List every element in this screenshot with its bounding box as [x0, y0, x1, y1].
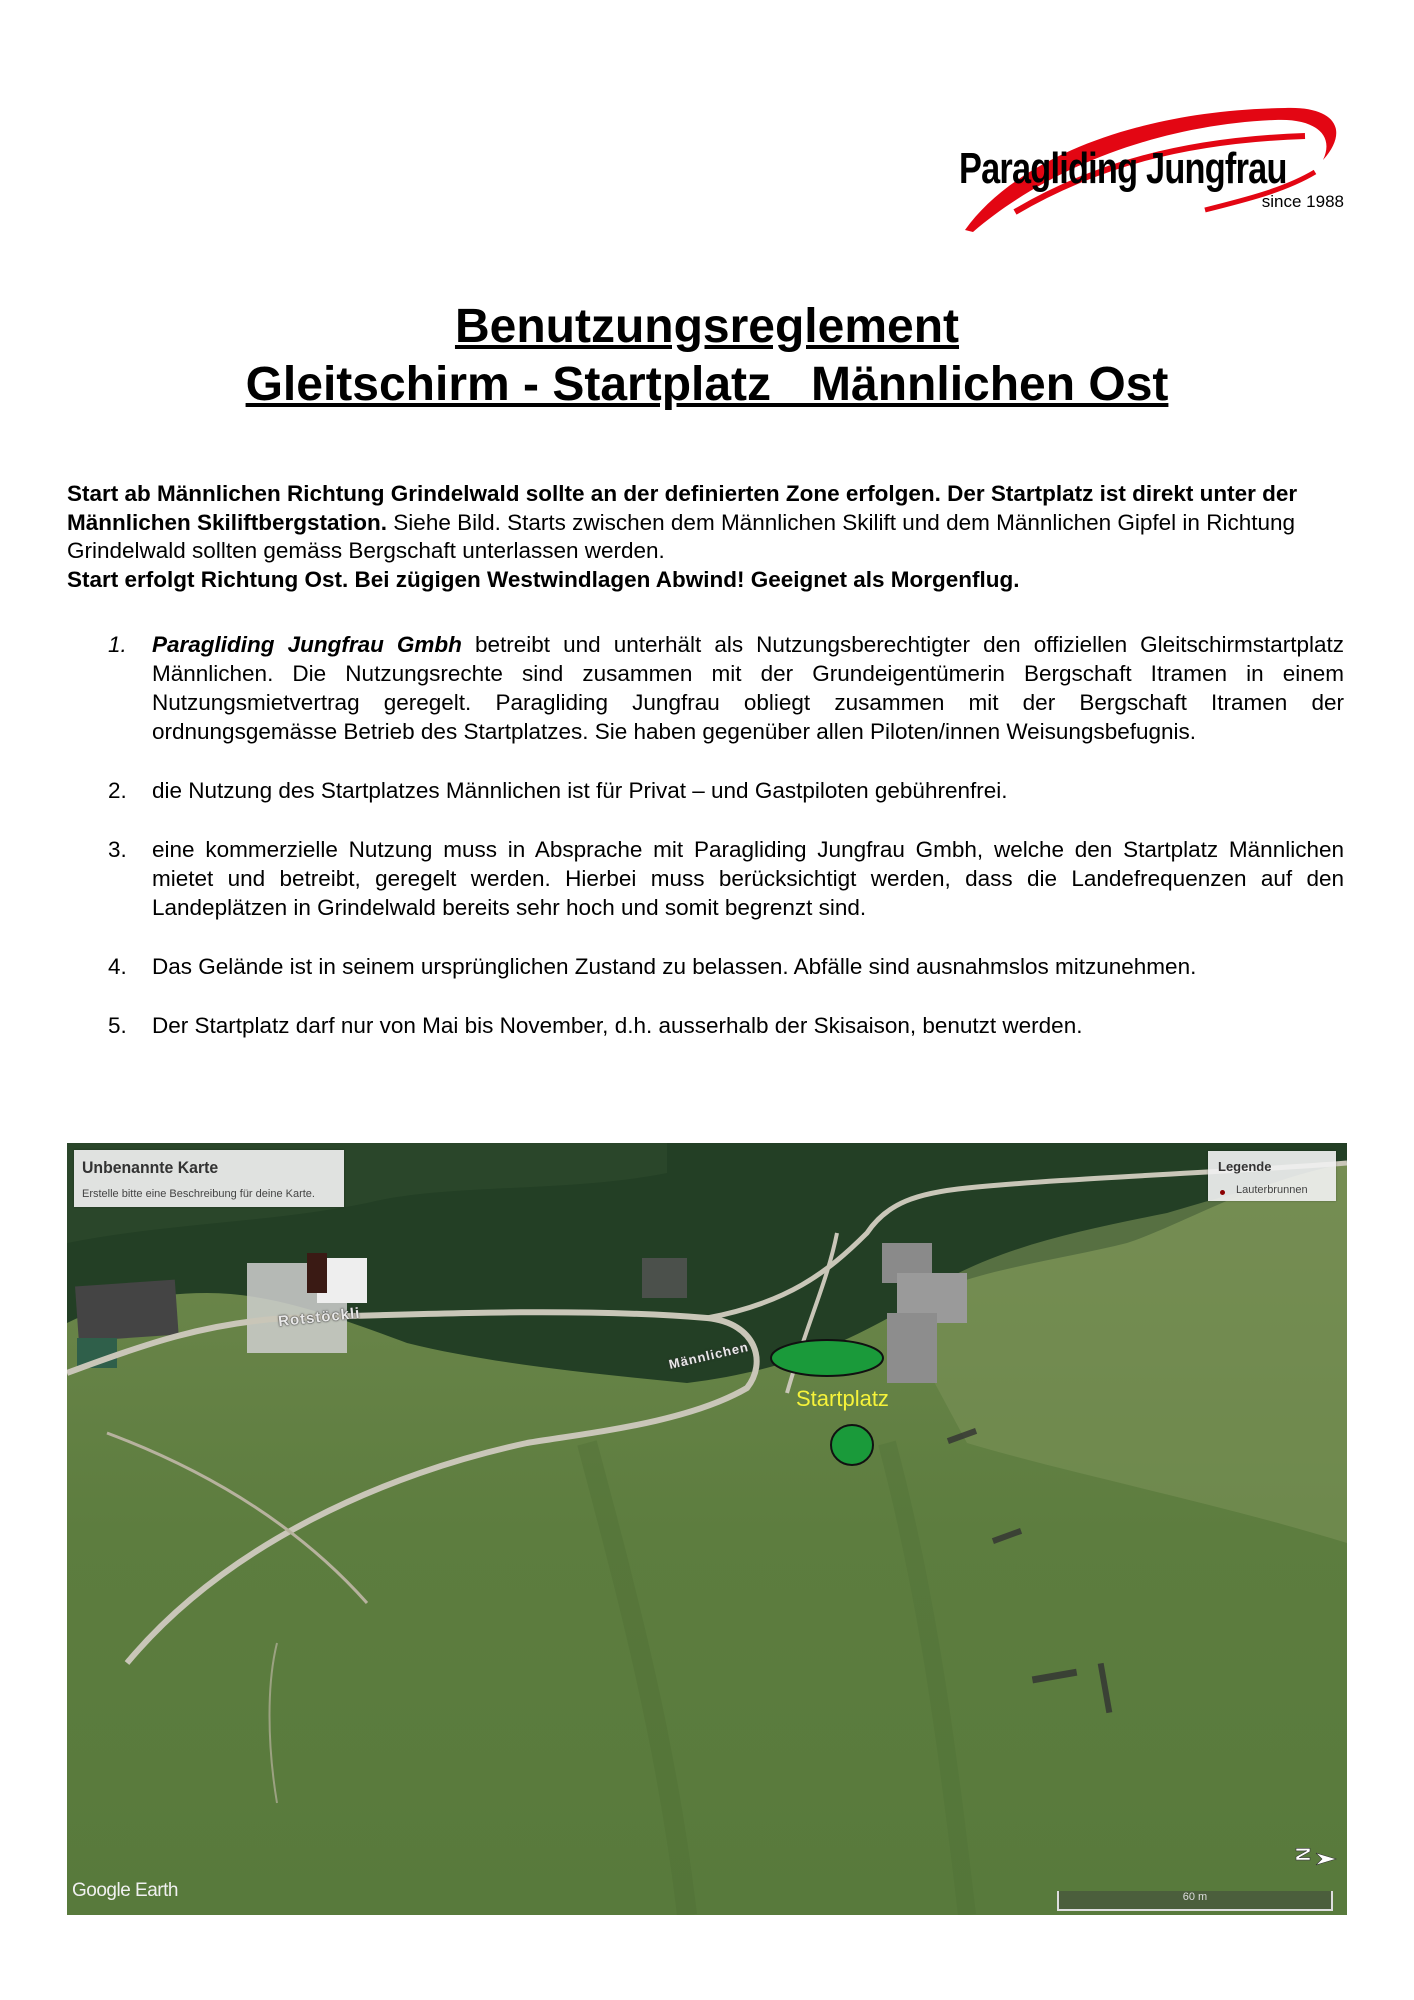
list-item-text: Der Startplatz darf nur von Mai bis November, d.h. ausserhalb der Skisaison, benutzt werden.: [152, 1013, 1083, 1038]
list-item: [108, 835, 1344, 922]
list-item: [108, 630, 1344, 746]
compass-north-icon: [1292, 1843, 1342, 1878]
road-label-rotstoeckli: Rotstöckli: [277, 1304, 362, 1331]
map-info-card: [74, 1150, 344, 1207]
intro-bold-2: Start erfolgt Richtung Ost. Bei zügigen Westwindlagen Abwind! Geeignet als Morgenflug.: [67, 566, 1020, 592]
page-title: Benutzungsreglement: [454, 300, 960, 353]
list-item-text: eine kommerzielle Nutzung muss in Absprache mit Paragliding Jungfrau Gmbh, welche den Startplatz Männlichen mietet und betreibt, geregelt werden. Hierbei muss berücksichtigt werden, dass die Landefrequenzen auf den Landeplätzen in Grindelwald bereits sehr hoch und somit begrenzt sind.: [152, 837, 1344, 920]
list-item-number: 1.: [108, 632, 127, 657]
legend-title: Legende: [1218, 1159, 1272, 1174]
list-item-bold: Paragliding Jungfrau Gmbh: [152, 632, 462, 657]
logo-tagline: since 1988: [1261, 192, 1344, 211]
legend-item-label: Lauterbrunnen: [1236, 1184, 1308, 1196]
map-card-description: Erstelle bitte eine Beschreibung für deine Karte.: [82, 1188, 315, 1200]
intro-text-1: Siehe Bild. Starts zwischen dem Männlichen Skilift und dem Männlichen Gipfel in Richtung Grindelwald sollten gemäss Bergschaft unterlassen werden.: [67, 509, 1296, 564]
legend-marker-icon: [1220, 1190, 1225, 1195]
intro-bold-1: Start ab Männlichen Richtung Grindelwald sollte an der definierten Zone erfolgen. Der Startplatz ist direkt unter der Männlichen Skiliftbergstation.: [67, 481, 1298, 535]
map-legend: [1208, 1151, 1336, 1201]
startplatz-marker-ellipse: [771, 1340, 883, 1376]
list-item: [108, 952, 1344, 981]
list-item-text: Das Gelände ist in seinem ursprünglichen Zustand zu belassen. Abfälle sind ausnahmslos mitzunehmen.: [152, 954, 1197, 979]
map-card-title: Unbenannte Karte: [82, 1158, 219, 1177]
map-scale-bar: [1057, 1891, 1333, 1911]
list-item-text: betreibt und unterhält als Nutzungsberechtigter den offiziellen Gleitschirmstartplatz Männlichen. Die Nutzungsrechte sind zusammen mit der Grundeigentümerin Bergschaft Itramen in einem Nutzungsmietvertrag geregelt. Paragliding Jungfrau obliegt zusammen mit der Bergschaft Itramen der ordnungsgemässe Betrieb des Startplatzes. Sie haben gegenüber allen Piloten/innen Weisungsbefugnis.: [152, 632, 1344, 744]
list-item-number: 3.: [108, 837, 127, 862]
rules-list: [108, 630, 1344, 1070]
list-item-number: 2.: [108, 778, 127, 803]
scale-label: 60 m: [1182, 1891, 1208, 1903]
google-earth-attribution: Google Earth: [72, 1880, 178, 1901]
logo-name: Paragliding Jungfrau: [959, 144, 1287, 193]
road-label-maennlichen: Männlichen: [667, 1339, 751, 1372]
list-item-number: 4.: [108, 954, 127, 979]
list-item-text: die Nutzung des Startplatzes Männlichen ist für Privat – und Gastpiloten gebührenfrei.: [152, 778, 1008, 803]
startplatz-label: Startplatz: [796, 1386, 889, 1411]
intro-paragraph: [67, 480, 1357, 594]
aerial-photo: [67, 1143, 1347, 1915]
page-subtitle: Gleitschirm - Startplatz Männlichen Ost: [245, 358, 1169, 411]
company-logo: [955, 100, 1350, 240]
svg-text:N: N: [1292, 1847, 1313, 1862]
list-item: [108, 776, 1344, 805]
startplatz-marker-circle: [831, 1425, 873, 1465]
list-item-number: 5.: [108, 1013, 127, 1038]
list-item: [108, 1011, 1344, 1040]
aerial-map: [67, 1143, 1347, 1915]
